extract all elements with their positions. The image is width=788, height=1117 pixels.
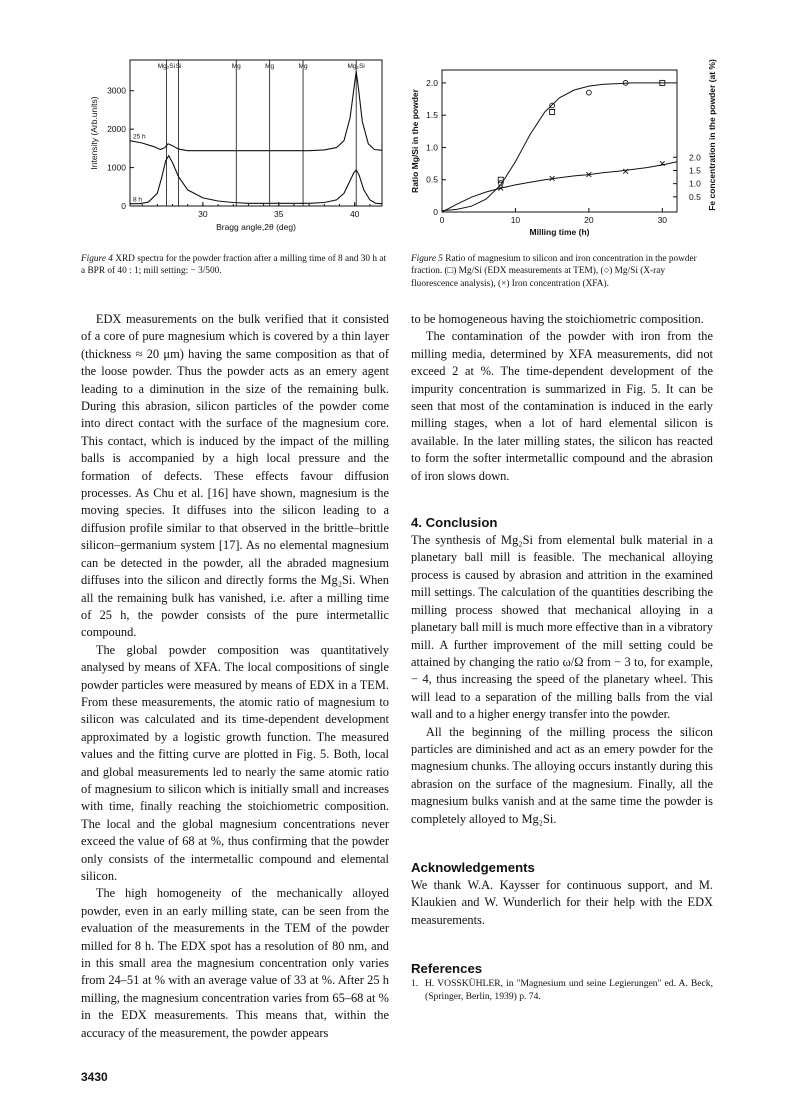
left-column: [81, 311, 389, 1042]
series-label: 8 h: [133, 196, 143, 204]
x-axis-label: Milling time (h): [529, 227, 590, 237]
figure-5-chart: [405, 48, 725, 248]
figure-5-caption-text: Ratio of magnesium to silicon and iron concentration in the powder fraction. (□) Mg/Si (EDX measurements at TEM), (○) Mg/Si (X-ray fluorescence analysis), (×) Iron concentration (XFA).: [411, 254, 697, 289]
paragraph: All the beginning of the milling process the silicon particles are diminished and act as an emery powder for the magnesium chunks. The alloying occurs instantly during this abrasion on the surface of the magnesium. Finally, all the magnesium bulks vanish and at the same time the powder is completely alloyed to Mg₂Si.: [411, 724, 713, 826]
reference-text: H. VOSSKÜHLER, in "Magnesium und seine Legierungen" ed. A. Beck, (Springer, Berlin, 1939) p. 74.: [425, 978, 713, 1002]
x-tick-label: 0: [439, 215, 445, 225]
series-label: 25 h: [133, 133, 146, 141]
paragraph: The synthesis of Mg₂Si from elemental bulk material in a planetary ball mill is feasible. The mechanical alloying process is caused by abrasion and attrition in the examined mill settings. The calculation of the quantities describing the milling process showed that mechanical alloying in a planetary ball mill is much more effective than in a vibratory mill. A further improvement of the mill setting could be attained by changing the ratio ω/Ω from − 3 to, for example, − 4, thus increasing the speed of the planetary wheel. This will lead to a separation of the milling balls from the vial wall and to a higher energy transfer into the powder.: [411, 533, 713, 722]
right-column: [411, 311, 713, 1003]
references-heading: References: [411, 961, 483, 977]
peak-label: Mg₂Si: [157, 63, 176, 70]
paragraph: to be homogeneous having the stoichiometric composition.: [411, 312, 704, 326]
y-tick-label: 0: [121, 201, 126, 211]
x-tick-label: 10: [510, 215, 521, 225]
x-tick-label: 40: [349, 209, 360, 219]
y-tick-label: 2000: [107, 124, 126, 135]
acknowledgements-heading: Acknowledgements: [411, 859, 535, 875]
figure-4: [80, 48, 400, 248]
x-tick-label: 30: [198, 209, 208, 219]
y2-tick-label: 2.0: [689, 152, 701, 163]
x-tick-label: 20: [584, 215, 594, 225]
figure-4-caption-text: XRD spectra for the powder fraction after a milling time of 8 and 30 h at a BPR of 40 : 1; mill setting: − 3/500.: [81, 254, 387, 277]
y-tick-label: 1.0: [426, 142, 438, 153]
paragraph: The high homogeneity of the mechanically alloyed powder, even in an early milling state, can be seen from the evaluation of the measurements in the TEM of the powder milled for 8 h. The EDX spot has a resolution of 80 nm, and in this small area the magnesium concentration only varies from 24–51 at % with an average value of 33 at %. After 25 h milling, the magnesium concentration varies from 65–68 at % in the EDX measurements. This means that, within the accuracy of the measurement, the powder appears: [81, 886, 389, 1040]
paragraph: EDX measurements on the bulk verified that it consisted of a core of pure magnesium which is covered by a thin layer (thickness ≈ 20 μm) having the same composition as that of the loose powder. Thus the powder acts as an emery agent leading to a diminution in the size of the remaining bulk. During this abrasion, silicon particles of the powder come into direct contact with the surface of the magnesium core. This contact, which is induced by the impact of the milling balls is accompanied by a high local pressure and the formation of defects. These effects favour diffusion processes. As Chu et al. [16] have shown, magnesium is the moving species. It diffuses into the silicon leading to a diffusion profile similar to that observed in the brittle–brittle silicon–germanium system [17]. As no elemental magnesium can be detected in the powder, all the abraded magnesium diffuses into the silicon and directly forms the Mg₂Si. When all the remaining bulk has vanished, i.e. after a milling time of 25 h, the powder consists of the pure intermetallic compound.: [81, 312, 389, 640]
series-line: [130, 72, 382, 151]
figure-5-caption-label: Figure 5: [411, 254, 443, 264]
paragraph: We thank W.A. Kaysser for continuous support, and M. Klaukien and W. Wunderlich for their help with the EDX measurements.: [411, 877, 713, 927]
figure-5-caption: [411, 253, 713, 290]
y2-tick-label: 0.5: [689, 191, 701, 202]
figure-4-caption-label: Figure 4: [81, 254, 113, 264]
peak-label: Mg: [265, 63, 275, 70]
figure-4-chart: [80, 48, 400, 248]
peak-label: Mg: [231, 63, 241, 70]
mgsi-fit-curve: [442, 83, 677, 211]
reference-number: 1.: [411, 978, 419, 990]
y-tick-label: 0.5: [426, 174, 438, 185]
circle-marker: [586, 90, 591, 95]
y-tick-label: 3000: [107, 85, 126, 96]
y-tick-label: 0: [433, 207, 438, 217]
peak-label: Si: [175, 63, 182, 70]
x-tick-label: 30: [657, 215, 668, 225]
series-line: [130, 156, 382, 204]
fe-fit-curve: [442, 162, 677, 212]
y-axis-label: Ratio Mg/Si in the powder: [410, 89, 420, 193]
plot-frame: [130, 60, 382, 206]
peak-label: Mg₂Si: [347, 63, 365, 70]
paragraph: The global powder composition was quantitatively analysed by means of XFA. The local compositions of single powder particles were measured by means of EDX in a TEM. From these measurements, the atomic ratio of magnesium to silicon was calculated and its time-dependent development approximated by a logistic growth function. The measured values and the fitting curve are plotted in Fig. 5. Both, local and global measurements led to nearly the same atomic ratio of magnesium to silicon which is initially small and increases with time, finally reaching the stoichiometric composition. The local and the global magnesium concentrations never exceed the value of 68 at %, thus confirming that the powder only consists of the intermetallic compound and elemental silicon.: [81, 642, 389, 883]
y-tick-label: 2.0: [426, 77, 438, 88]
page-number: 3430: [81, 1070, 108, 1084]
y2-tick-label: 1.0: [689, 178, 701, 189]
y2-axis-label: Fe concentration in the powder (at %): [707, 59, 717, 211]
y-axis-label: Intensity (Arb.units): [89, 96, 99, 170]
x-tick-label: 35: [274, 209, 284, 219]
y-tick-label: 1000: [107, 162, 126, 173]
peak-label: Mg: [298, 63, 308, 70]
y-tick-label: 1.5: [426, 110, 438, 121]
plot-frame: [442, 70, 677, 212]
conclusion-heading: 4. Conclusion: [411, 515, 498, 531]
y2-tick-label: 1.5: [689, 165, 701, 176]
cross-marker: [623, 169, 628, 174]
square-marker: [550, 109, 555, 114]
paragraph: The contamination of the powder with iron from the milling media, determined by XFA measurements, did not exceed 2 at %. The time-dependent development of the impurity concentration is summarized in Fig. 5. It can be seen that most of the contamination is induced in the early milling stages, when a lot of hard elemental silicon is available. In the later milling states, the silicon has reacted to form the softer intermetallic compound and the abrasion of iron slows down.: [411, 329, 713, 483]
reference-item: [411, 978, 713, 1003]
figure-5: [405, 48, 725, 248]
figure-4-caption: [81, 253, 389, 278]
x-axis-label: Bragg angle,2θ (deg): [216, 222, 296, 232]
